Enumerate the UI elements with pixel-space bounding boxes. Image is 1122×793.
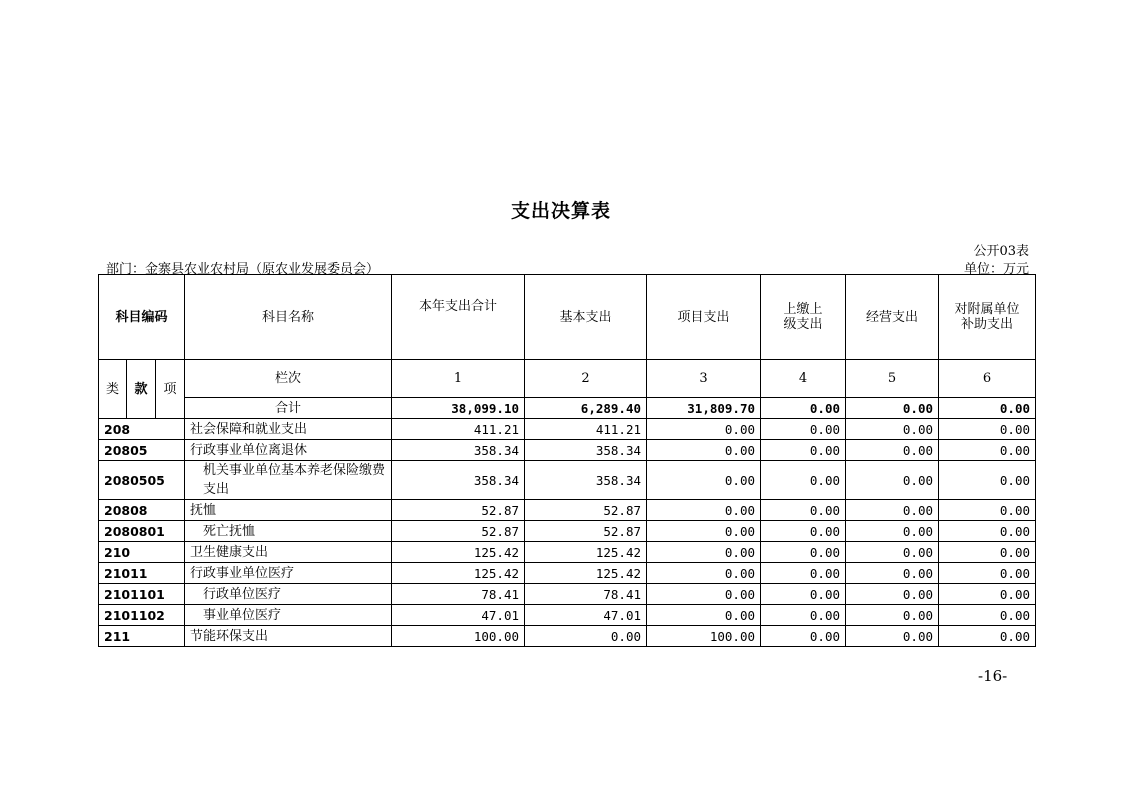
row-value: 52.87 — [392, 521, 525, 542]
row-value: 125.42 — [525, 563, 647, 584]
header-kuan: 款 — [127, 360, 156, 419]
row-code: 208 — [99, 419, 185, 440]
table-row — [99, 626, 1036, 647]
row-name: 事业单位医疗 — [185, 605, 392, 626]
row-value: 0.00 — [846, 461, 939, 500]
row-value: 0.00 — [761, 626, 846, 647]
row-name: 节能环保支出 — [185, 626, 392, 647]
row-value: 0.00 — [846, 626, 939, 647]
total-value: 0.00 — [939, 398, 1036, 419]
col-number-6: 6 — [939, 360, 1036, 398]
row-value: 0.00 — [761, 500, 846, 521]
row-value: 358.34 — [525, 440, 647, 461]
row-value: 0.00 — [761, 440, 846, 461]
row-name: 抚恤 — [185, 500, 392, 521]
row-value: 125.42 — [525, 542, 647, 563]
row-value: 52.87 — [392, 500, 525, 521]
row-value: 0.00 — [647, 419, 761, 440]
row-code: 20805 — [99, 440, 185, 461]
row-value: 0.00 — [846, 419, 939, 440]
header-xiang: 项 — [156, 360, 185, 419]
total-row — [99, 398, 1036, 419]
table-row — [99, 461, 1036, 500]
header-col-2: 基本支出 — [525, 275, 647, 360]
row-value: 0.00 — [647, 584, 761, 605]
header-lei: 类 — [99, 360, 127, 419]
row-value: 52.87 — [525, 500, 647, 521]
department-label: 部门：金寨县农业农村局（原农业发展委员会） — [106, 262, 380, 277]
row-value: 358.34 — [525, 461, 647, 500]
row-value: 0.00 — [647, 521, 761, 542]
row-value: 0.00 — [939, 584, 1036, 605]
row-code: 2080801 — [99, 521, 185, 542]
row-value: 0.00 — [846, 500, 939, 521]
row-value: 0.00 — [939, 419, 1036, 440]
header-col-3: 项目支出 — [647, 275, 761, 360]
row-value: 78.41 — [525, 584, 647, 605]
total-value: 38,099.10 — [392, 398, 525, 419]
row-value: 411.21 — [392, 419, 525, 440]
header-row — [99, 275, 1036, 360]
row-value: 0.00 — [939, 605, 1036, 626]
row-value: 0.00 — [846, 605, 939, 626]
row-value: 0.00 — [761, 521, 846, 542]
row-value: 0.00 — [939, 626, 1036, 647]
row-value: 0.00 — [647, 461, 761, 500]
header-code: 科目编码 — [99, 275, 185, 360]
row-value: 358.34 — [392, 440, 525, 461]
row-value: 0.00 — [846, 563, 939, 584]
row-value: 0.00 — [939, 521, 1036, 542]
row-value: 0.00 — [761, 584, 846, 605]
row-value: 0.00 — [939, 440, 1036, 461]
total-value: 31,809.70 — [647, 398, 761, 419]
header-lanci: 栏次 — [185, 360, 392, 398]
row-value: 0.00 — [761, 461, 846, 500]
table-row — [99, 584, 1036, 605]
row-value: 100.00 — [392, 626, 525, 647]
row-name: 社会保障和就业支出 — [185, 419, 392, 440]
total-value: 0.00 — [846, 398, 939, 419]
expenditure-table — [98, 274, 1036, 647]
row-value: 0.00 — [846, 584, 939, 605]
row-code: 20808 — [99, 500, 185, 521]
total-value: 6,289.40 — [525, 398, 647, 419]
col-number-3: 3 — [647, 360, 761, 398]
row-code: 211 — [99, 626, 185, 647]
total-value: 0.00 — [761, 398, 846, 419]
row-value: 78.41 — [392, 584, 525, 605]
row-value: 0.00 — [647, 500, 761, 521]
row-value: 0.00 — [525, 626, 647, 647]
row-code: 210 — [99, 542, 185, 563]
row-code: 2101102 — [99, 605, 185, 626]
page-number: -16- — [978, 667, 1008, 685]
row-value: 0.00 — [761, 542, 846, 563]
row-code: 21011 — [99, 563, 185, 584]
col-number-5: 5 — [846, 360, 939, 398]
row-value: 0.00 — [647, 440, 761, 461]
row-code: 2101101 — [99, 584, 185, 605]
row-name: 机关事业单位基本养老保险缴费支出 — [185, 461, 392, 500]
col-number-4: 4 — [761, 360, 846, 398]
row-name: 死亡抚恤 — [185, 521, 392, 542]
page-title: 支出决算表 — [510, 200, 611, 222]
row-value: 0.00 — [939, 500, 1036, 521]
table-row — [99, 563, 1036, 584]
header-col-5: 经营支出 — [846, 275, 939, 360]
table-row — [99, 440, 1036, 461]
row-value: 125.42 — [392, 563, 525, 584]
row-name: 行政单位医疗 — [185, 584, 392, 605]
unit-label: 单位：万元 — [963, 262, 1029, 277]
row-value: 411.21 — [525, 419, 647, 440]
table-row — [99, 419, 1036, 440]
col-number-1: 1 — [392, 360, 525, 398]
row-value: 0.00 — [647, 605, 761, 626]
row-value: 0.00 — [846, 542, 939, 563]
row-value: 0.00 — [647, 563, 761, 584]
form-number: 公开03表 — [973, 244, 1029, 259]
row-value: 0.00 — [846, 521, 939, 542]
row-value: 47.01 — [392, 605, 525, 626]
table-row — [99, 521, 1036, 542]
row-value: 100.00 — [647, 626, 761, 647]
row-value: 0.00 — [761, 605, 846, 626]
header-col-1: 本年支出合计 — [392, 275, 525, 360]
row-value: 52.87 — [525, 521, 647, 542]
row-value: 0.00 — [761, 563, 846, 584]
header-col-6: 对附属单位补助支出 — [939, 275, 1036, 360]
table-row — [99, 542, 1036, 563]
header-name: 科目名称 — [185, 275, 392, 360]
row-value: 0.00 — [939, 563, 1036, 584]
header-col-4: 上缴上级支出 — [761, 275, 846, 360]
row-value: 358.34 — [392, 461, 525, 500]
table-row — [99, 605, 1036, 626]
row-value: 0.00 — [846, 440, 939, 461]
row-value: 0.00 — [939, 542, 1036, 563]
row-name: 行政事业单位离退休 — [185, 440, 392, 461]
total-label: 合计 — [185, 398, 392, 419]
row-name: 卫生健康支出 — [185, 542, 392, 563]
row-name: 行政事业单位医疗 — [185, 563, 392, 584]
column-number-row — [99, 360, 1036, 398]
table-row — [99, 500, 1036, 521]
row-value: 0.00 — [939, 461, 1036, 500]
row-value: 47.01 — [525, 605, 647, 626]
row-value: 125.42 — [392, 542, 525, 563]
row-value: 0.00 — [647, 542, 761, 563]
col-number-2: 2 — [525, 360, 647, 398]
row-code: 2080505 — [99, 461, 185, 500]
row-value: 0.00 — [761, 419, 846, 440]
